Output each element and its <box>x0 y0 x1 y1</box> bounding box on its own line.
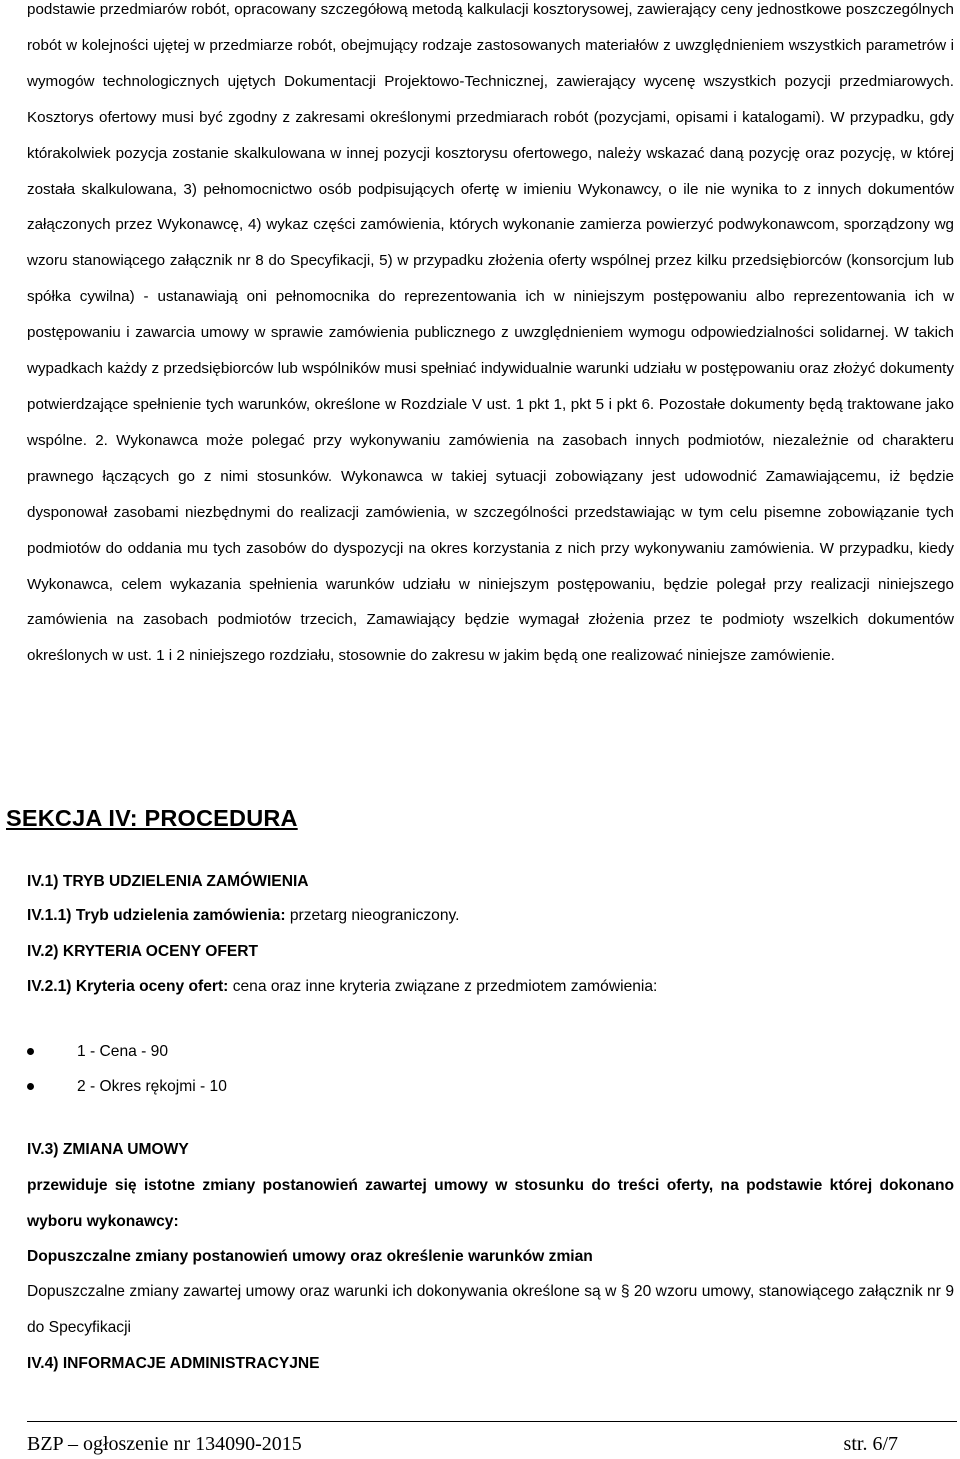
iv21-label: IV.2.1) Kryteria oceny ofert: <box>27 978 229 995</box>
iv3-text: Dopuszczalne zmiany zawartej umowy oraz warunki ich dokonywania określone są w § 20 wzoru umowy, stanowiącego załącznik nr 9 do Specyfikacji <box>27 1283 954 1336</box>
criteria-item-text: 1 - Cena - 90 <box>77 1043 169 1060</box>
iv3-statement: przewiduje się istotne zmiany postanowień zawartej umowy w stosunku do treści oferty, na podstawie której dokonano wyboru wykonawcy: <box>27 1177 954 1230</box>
bullet-icon <box>27 1083 34 1090</box>
iv3-subheading: Dopuszczalne zmiany postanowień umowy oraz określenie warunków zmian <box>27 1248 593 1265</box>
section-title: SEKCJA IV: PROCEDURA <box>6 805 298 831</box>
body-paragraph: podstawie przedmiarów robót, opracowany szczegółową metodą kalkulacji kosztorysowej, zawierający ceny jednostkowe poszczególnych robót w kolejności ujętej w przedmiarze robót, obejmujący rodzaje zastosowanych materiałów z uwzględnieniem wszystkich parametrów i wymogów technologicznych ujętych Dokumentacji Projektowo-Technicznej, zawierający wycenę wszystkich pozycji przedmiarowych. Kosztorys ofertowy musi być zgodny z zakresami określonymi przedmiarach robót (pozycjami, opisami i katalogami). W przypadku, gdy którakolwiek pozycja zostanie skalkulowana w innej pozycji kosztorysu ofertowego, należy wskazać daną pozycję oraz pozycję, w której została skalkulowana, 3) pełnomocnictwo osób podpisujących ofertę w imieniu Wykonawcy, o ile nie wynika to z innych dokumentów załączonych przez Wykonawcę, 4) wykaz części zamówienia, których wykonanie zamierza powierzyć podwykonawcom, sporządzony wg wzoru stanowiącego załącznik nr 8 do Specyfikacji, 5) w przypadku złożenia oferty wspólnej przez kilku przedsiębiorców (konsorcjum lub spółka cywilna) - ustanawiają oni pełnomocnika do reprezentowania ich w niniejszym postępowaniu albo reprezentowania ich w postępowaniu i zawarcia umowy w sprawie zamówienia publicznego z uwzględnieniem wymogu odpowiedzialności solidarnej. W takich wypadkach każdy z przedsiębiorców lub wspólników musi spełniać indywidualnie warunki udziału w postępowaniu oraz złożyć dokumenty potwierdzające spełnienie tych warunków, określone w Rozdziale V ust. 1 pkt 1, pkt 5 i pkt 6. Pozostałe dokumenty będą traktowane jako wspólne. 2. Wykonawca może polegać przy wykonywaniu zamówienia na zasobach innych podmiotów, niezależnie od charakteru prawnego łączących go z nimi stosunków. Wykonawca w takiej sytuacji zobowiązany jest udowodnić Zamawiającemu, iż będzie dysponował zasobami niezbędnymi do realizacji zamówienia, w szczególności przedstawiając w tym celu pisemne zobowiązanie tych podmiotów do oddania mu tych zasobów do dyspozycji na okres korzystania z nich przy wykonywaniu zamówienia. W przypadku, kiedy Wykonawca, celem wykazania spełnienia warunków udziału w niniejszym postępowaniu, będzie polegał przy realizacji niniejszego zamówienia na zasobach podmiotów trzecich, Zamawiający będzie wymagał złożenia przez te podmioty wszelkich dokumentów określonych w ust. 1 i 2 niniejszego rozdziału, stosownie do zakresu w jakim będą one realizować niniejsze zamówienie. <box>27 1 954 665</box>
iv3-heading: IV.3) ZMIANA UMOWY <box>27 1141 189 1158</box>
criteria-item-text: 2 - Okres rękojmi - 10 <box>77 1078 227 1095</box>
footer-announcement-number: BZP – ogłoszenie nr 134090-2015 <box>27 1433 302 1455</box>
bullet-icon <box>27 1048 34 1055</box>
iv2-heading: IV.2) KRYTERIA OCENY OFERT <box>27 943 259 960</box>
iv4-heading: IV.4) INFORMACJE ADMINISTRACYJNE <box>27 1355 320 1372</box>
footer-page-number: str. 6/7 <box>843 1433 898 1455</box>
iv21-line <box>27 977 954 997</box>
iv11-value: przetarg nieograniczony. <box>285 907 460 924</box>
iv21-value: cena oraz inne kryteria związane z przedmiotem zamówienia: <box>228 978 658 995</box>
footer-divider <box>27 1421 957 1422</box>
iv1-heading: IV.1) TRYB UDZIELENIA ZAMÓWIENIA <box>27 873 309 890</box>
iv11-label: IV.1.1) Tryb udzielenia zamówienia: <box>27 907 286 924</box>
iv11-line <box>27 906 954 926</box>
